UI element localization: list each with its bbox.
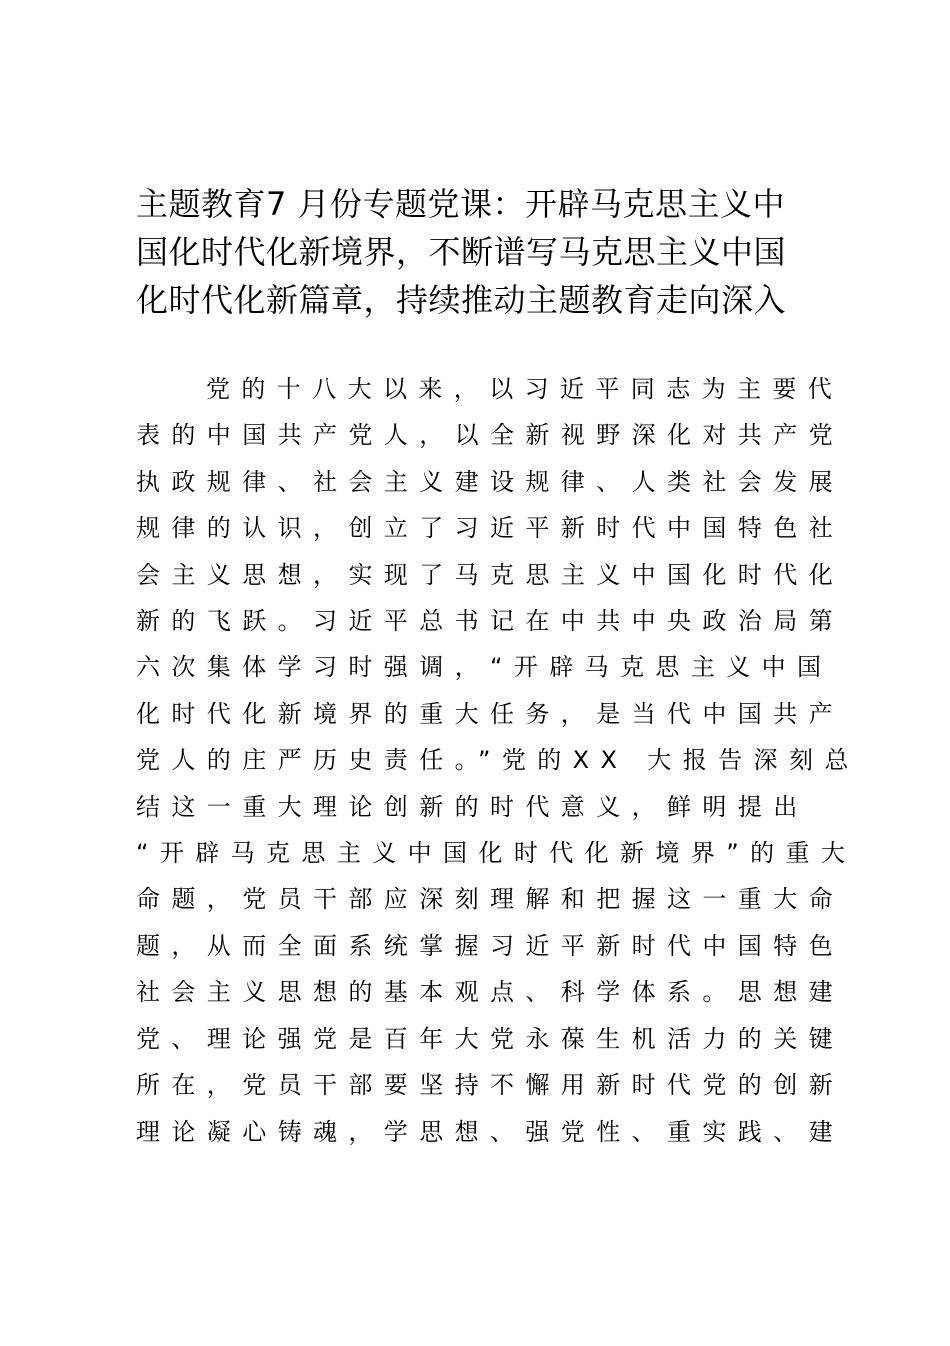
body-line: 社会主义思想的基本观点、科学体系。思想建 [136,978,844,1007]
body-line: 化时代化新境界的重大任务，是当代中国共产 [136,699,844,728]
body-line: “开辟马克思主义中国化时代化新境界”的重大 [136,839,857,868]
body-line: 表的中国共产党人，以全新视野深化对共产党 [136,421,844,450]
title-line: 化时代化新篇章，持续推动主题教育走向深入 [136,281,787,319]
body-line: 执政规律、社会主义建设规律、人类社会发展 [136,467,844,496]
body-line: 六次集体学习时强调，“开辟马克思主义中国 [136,653,833,682]
title-line: 国化时代化新境界，不断谱写马克思主义中国 [136,233,787,271]
body-line: 党、理论强党是百年大党永葆生机活力的关键 [136,1024,844,1053]
body-line: 党的十八大以来，以习近平同志为主要代 [206,375,844,403]
body-line: 新的飞跃。习近平总书记在中共中央政治局第 [136,607,844,636]
body-line: 规律的认识，创立了习近平新时代中国特色社 [136,514,844,543]
body-line: 党人的庄严历史责任。”党的XX 大报告深刻总 [136,746,860,775]
body-line: 会主义思想，实现了马克思主义中国化时代化 [136,560,844,589]
body-paragraph [136,366,860,1155]
document-title [136,180,836,324]
body-line: 结这一重大理论创新的时代意义，鲜明提出 [136,792,809,821]
body-line: 所在，党员干部要坚持不懈用新时代党的创新 [136,1071,844,1100]
title-line: 主题教育7 月份专题党课：开辟马克思主义中 [136,185,786,223]
body-line: 命题，党员干部应深刻理解和把握这一重大命 [136,885,844,914]
body-line: 题，从而全面系统掌握习近平新时代中国特色 [136,931,844,960]
body-line: 理论凝心铸魂，学思想、强党性、重实践、建 [136,1117,844,1146]
